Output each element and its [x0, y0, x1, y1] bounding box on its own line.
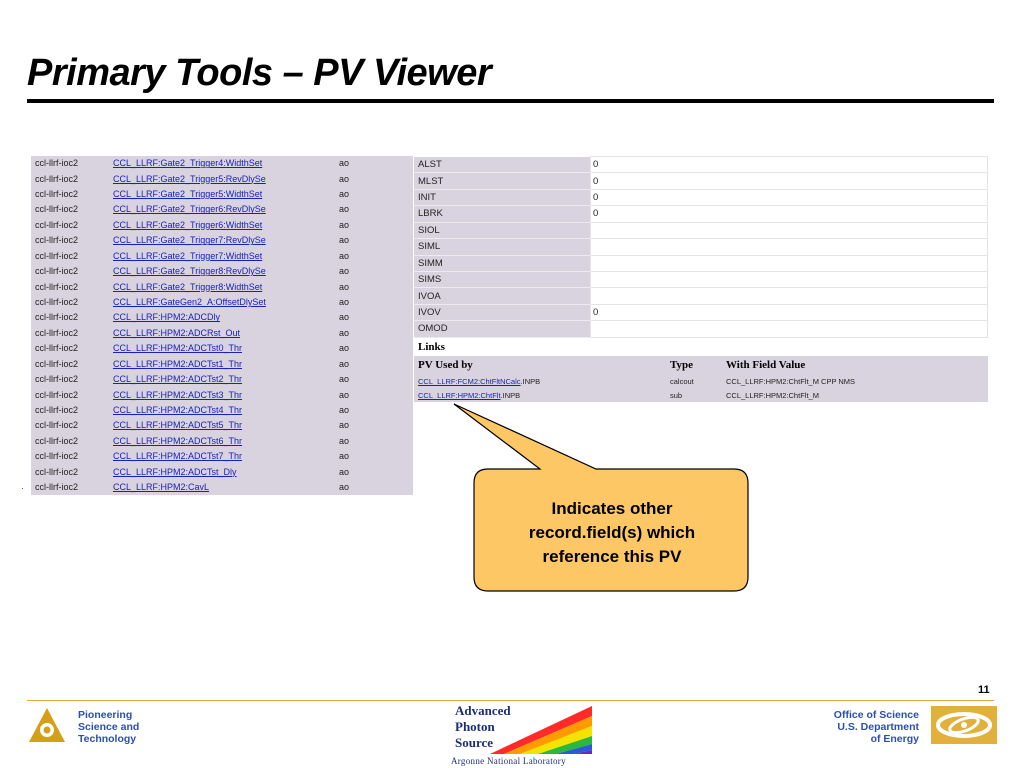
pv-link[interactable]: CCL_LLRF:HPM2:ADCTst3_Thr: [113, 389, 243, 400]
record-type: ao: [339, 219, 350, 230]
pioneering-text: [78, 709, 139, 745]
page-number: 11: [978, 684, 990, 696]
record-type: ao: [339, 358, 350, 369]
links-heading: Links: [418, 341, 445, 353]
pioneering-line: Technology: [78, 733, 137, 745]
argonne-logo-icon: [27, 706, 67, 744]
ioc-name: ccl-llrf-ioc2: [35, 374, 79, 385]
office-line: of Energy: [870, 733, 919, 745]
office-line: Office of Science: [833, 709, 919, 721]
link-type: sub: [670, 390, 683, 400]
office-of-science-text: [834, 709, 919, 745]
field-name: LBRK: [414, 206, 591, 222]
record-type: ao: [339, 451, 350, 462]
pv-link[interactable]: CCL_LLRF:Gate2_Trigger5:RevDlySe: [113, 173, 266, 184]
ioc-name: ccl-llrf-ioc2: [35, 189, 79, 200]
record-type: ao: [339, 435, 350, 446]
pioneering-line: Science and: [78, 721, 140, 733]
record-type: ao: [339, 173, 350, 184]
field-name: IVOV: [414, 304, 591, 320]
pv-link[interactable]: CCL_LLRF:Gate2_Trigger8:RevDlySe: [113, 266, 266, 277]
field-name: ALST: [414, 157, 591, 173]
record-type: ao: [339, 204, 350, 215]
pv-link[interactable]: CCL_LLRF:Gate2_Trigger6:RevDlySe: [113, 204, 266, 215]
ioc-name: ccl-llrf-ioc2: [35, 219, 79, 230]
link-pv[interactable]: CCL_LLRF:FCM2:ChtFltNCalc: [418, 376, 521, 386]
record-type: ao: [339, 389, 350, 400]
pv-link[interactable]: CCL_LLRF:Gate2_Trigger8:WidthSet: [113, 281, 263, 292]
field-name: SIOL: [414, 222, 591, 238]
link-type: calcout: [670, 376, 694, 386]
pv-link[interactable]: CCL_LLRF:Gate2_Trigger5:WidthSet: [113, 189, 263, 200]
record-type: ao: [339, 158, 350, 169]
record-type: ao: [339, 250, 350, 261]
field-name: OMOD: [414, 321, 591, 337]
field-name: SIMS: [414, 271, 591, 287]
ioc-name: ccl-llrf-ioc2: [35, 451, 79, 462]
record-type: ao: [339, 189, 350, 200]
record-type: ao: [339, 327, 350, 338]
field-name: INIT: [414, 189, 591, 205]
aps-rainbow-icon: [490, 706, 592, 754]
link-field-value: CCL_LLRF:HPM2:ChtFlt_M: [726, 390, 819, 400]
field-name: MLST: [414, 173, 591, 189]
pv-link[interactable]: CCL_LLRF:HPM2:ADCTst6_Thr: [113, 435, 243, 446]
ioc-name: ccl-llrf-ioc2: [35, 250, 79, 261]
ioc-name: ccl-llrf-ioc2: [35, 343, 79, 354]
link-pv[interactable]: CCL_LLRF:HPM2:ChtFlt: [418, 390, 501, 400]
pv-link[interactable]: CCL_LLRF:HPM2:ADCTst_Dly: [113, 466, 237, 477]
col-field-value: With Field Value: [726, 359, 806, 371]
ioc-name: ccl-llrf-ioc2: [35, 327, 79, 338]
field-value: 0: [591, 189, 988, 205]
ioc-name: ccl-llrf-ioc2: [35, 482, 79, 493]
pv-link[interactable]: CCL_LLRF:HPM2:ADCTst0_Thr: [113, 343, 243, 354]
ioc-name: ccl-llrf-ioc2: [35, 404, 79, 415]
link-field-value: CCL_LLRF:HPM2:ChtFlt_M CPP NMS: [726, 376, 856, 386]
record-type: ao: [339, 343, 350, 354]
pv-link[interactable]: CCL_LLRF:Gate2_Trigger6:WidthSet: [113, 219, 263, 230]
record-type: ao: [339, 235, 350, 246]
record-type: ao: [339, 297, 350, 307]
aps-line: Advanced: [455, 703, 511, 718]
record-type: ao: [339, 266, 350, 277]
field-value: 0: [591, 173, 988, 189]
ioc-name: ccl-llrf-ioc2: [35, 389, 79, 400]
office-line: U.S. Department: [837, 721, 919, 733]
ioc-name: ccl-llrf-ioc2: [35, 466, 79, 477]
field-name: IVOA: [414, 288, 591, 304]
pv-link[interactable]: CCL_LLRF:Gate2_Trigger7:WidthSet: [113, 250, 263, 261]
slide-title: Primary Tools – PV Viewer: [27, 52, 492, 94]
ioc-name: ccl-llrf-ioc2: [35, 158, 79, 169]
pv-link[interactable]: CCL_LLRF:GateGen2_A:OffsetDlySet: [113, 297, 266, 307]
ioc-name: ccl-llrf-ioc2: [35, 235, 79, 246]
callout-line: Indicates other: [551, 499, 673, 518]
ioc-name: ccl-llrf-ioc2: [35, 420, 79, 431]
field-value: 0: [591, 206, 988, 222]
col-pv-used-by: PV Used by: [418, 359, 473, 371]
pioneering-line: Pioneering: [78, 709, 133, 721]
footer-rule: [27, 700, 994, 701]
pv-link[interactable]: CCL_LLRF:HPM2:ADCTst2_Thr: [113, 374, 243, 385]
field-name: SIML: [414, 239, 591, 255]
field-name: SIMM: [414, 255, 591, 271]
ioc-name: ccl-llrf-ioc2: [35, 266, 79, 277]
pv-link[interactable]: CCL_LLRF:HPM2:CavL: [113, 482, 210, 493]
record-type: ao: [339, 404, 350, 415]
ioc-name: ccl-llrf-ioc2: [35, 358, 79, 369]
record-type: ao: [339, 281, 350, 292]
anl-text: Argonne National Laboratory: [451, 756, 566, 766]
aps-line: Source: [455, 735, 494, 750]
pv-link[interactable]: CCL_LLRF:Gate2_Trigger4:WidthSet: [113, 158, 263, 169]
ioc-name: ccl-llrf-ioc2: [35, 281, 79, 292]
link-field: .INPB: [520, 376, 541, 386]
ioc-name: ccl-llrf-ioc2: [35, 204, 79, 215]
doe-logo-icon: [931, 706, 997, 744]
pv-link[interactable]: CCL_LLRF:HPM2:ADCTst1_Thr: [113, 358, 243, 369]
pv-link[interactable]: CCL_LLRF:Gate2_Trigger7:RevDlySe: [113, 235, 266, 246]
pv-link[interactable]: CCL_LLRF:HPM2:ADCTst7_Thr: [113, 451, 243, 462]
pv-link[interactable]: CCL_LLRF:HPM2:ADCTst4_Thr: [113, 404, 243, 415]
record-type: ao: [339, 374, 350, 385]
callout-text: [478, 497, 746, 569]
field-value: 0: [591, 157, 988, 173]
col-type: Type: [670, 359, 694, 371]
record-type: ao: [339, 420, 350, 431]
link-field: .INPB: [500, 390, 521, 400]
aps-line: Photon: [455, 719, 495, 734]
ioc-name: ccl-llrf-ioc2: [35, 173, 79, 184]
record-type: ao: [339, 482, 350, 493]
ioc-name: ccl-llrf-ioc2: [35, 435, 79, 446]
ioc-name: ccl-llrf-ioc2: [35, 312, 79, 323]
ioc-name: ccl-llrf-ioc2: [35, 297, 79, 307]
pv-link[interactable]: CCL_LLRF:HPM2:ADCTst5_Thr: [113, 420, 243, 431]
pv-link[interactable]: CCL_LLRF:HPM2:ADCRst_Out: [113, 327, 241, 338]
record-type: ao: [339, 312, 350, 323]
callout-line: reference this PV: [542, 547, 682, 566]
field-value: 0: [591, 304, 988, 320]
record-type: ao: [339, 466, 350, 477]
callout-line: record.field(s) which: [528, 523, 696, 542]
pv-link[interactable]: CCL_LLRF:HPM2:ADCDly: [113, 312, 221, 323]
